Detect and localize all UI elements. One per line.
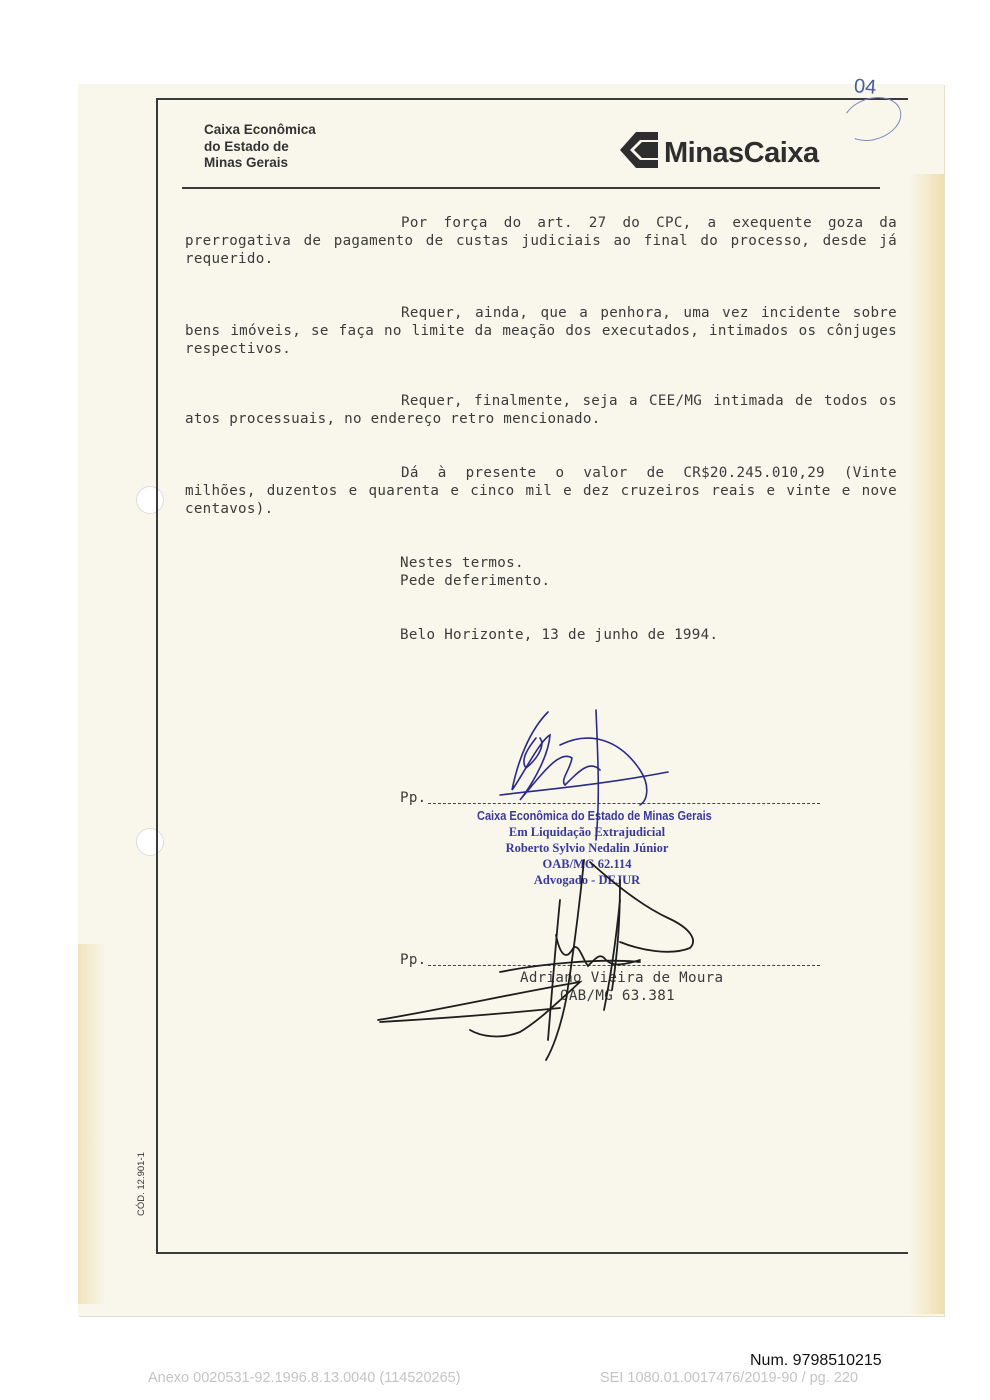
signatory-oab: OAB/MG 63.381 (560, 988, 675, 1004)
paragraph-notification: Requer, finalmente, seja a CEE/MG intimada de todos os atos processuais, no endereço retro mencionado. (185, 393, 897, 427)
stamp-line: Em Liquidação Extrajudicial (508, 825, 666, 839)
stamp-line: Caixa Econômica do Estado de Minas Gerais (477, 809, 712, 823)
document-number: Num. 9798510215 (750, 1352, 882, 1369)
signatory-name: Adriano Vieira de Moura (520, 970, 724, 986)
paragraph-value: Dá à presente o valor de CR$20.245.010,29 (Vinte milhões, duzentos e quarenta e cinco mil e dez cruzeiros reais e vinte e nove centavos). (185, 465, 897, 517)
footer (148, 1370, 858, 1386)
page-sequence-mark: 04 (853, 75, 878, 99)
footer-sei-reference: SEI 1080.01.0017476/2019-90 / pg. 220 (600, 1370, 858, 1386)
signature-1-prefix: Pp. (400, 790, 427, 806)
form-code: CÓD. 12.901-1 (136, 1152, 147, 1216)
closing-terms: Nestes termos. (400, 555, 524, 571)
paragraph-costs: Por força do art. 27 do CPC, a exequente goza da prerrogativa de pagamento de custas judiciais ao final do processo, desde já requerido. (185, 215, 897, 267)
place-date: Belo Horizonte, 13 de junho de 1994. (400, 627, 719, 643)
org-line-2: do Estado de (204, 138, 289, 154)
brand-name: MinasCaixa (664, 136, 819, 169)
footer-annex-reference: Anexo 0020531-92.1996.8.13.0040 (114520265) (148, 1370, 461, 1386)
paragraph-attachment: Requer, ainda, que a penhora, uma vez incidente sobre bens imóveis, se faça no limite da meação dos executados, intimados os cônjuges respectivos. (185, 305, 897, 357)
closing-request: Pede deferimento. (400, 573, 551, 589)
stamp-line: Roberto Sylvio Nedalin Júnior (505, 841, 669, 855)
org-line-1: Caixa Econômica (204, 122, 316, 137)
stamp-line: Advogado - DEJUR (533, 873, 641, 887)
signature-2-prefix: Pp. (400, 952, 427, 968)
org-line-3: Minas Gerais (204, 155, 289, 170)
stamp-line: OAB/MG 62.114 (542, 857, 632, 871)
